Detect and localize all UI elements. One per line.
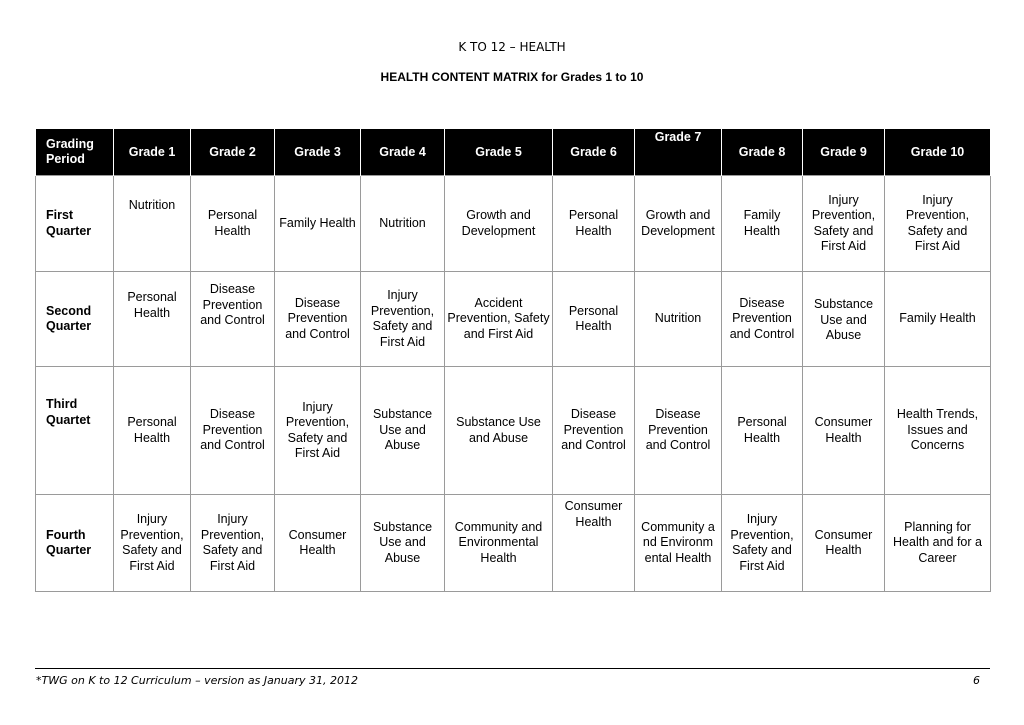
table-cell: Family Health: [885, 272, 991, 367]
table-cell: Consumer Health: [803, 367, 885, 495]
table-cell: Injury Prevention, Safety and First Aid: [885, 176, 991, 272]
table-cell: Disease Prevention and Control: [191, 367, 275, 495]
table-cell: Substance Use and Abuse: [445, 367, 553, 495]
table-cell: Disease Prevention and Control: [635, 367, 722, 495]
table-cell: Injury Prevention, Safety and First Aid: [722, 495, 803, 592]
table-cell: Consumer Health: [275, 495, 361, 592]
table-cell: Family Health: [722, 176, 803, 272]
table-cell: Community and Environmental Health: [635, 495, 722, 592]
table-cell: Community and Environmental Health: [445, 495, 553, 592]
table-cell: Nutrition: [361, 176, 445, 272]
grade-3-header: Grade 3: [275, 129, 361, 176]
matrix-title: HEALTH CONTENT MATRIX for Grades 1 to 10: [380, 70, 644, 84]
table-cell: Substance Use and Abuse: [803, 272, 885, 367]
grade-9-header: Grade 9: [803, 129, 885, 176]
period-cell: Second Quarter: [36, 272, 114, 367]
table-cell: Accident Prevention, Safety and First Aid: [445, 272, 553, 367]
grade-8-header: Grade 8: [722, 129, 803, 176]
table-cell: Personal Health: [553, 272, 635, 367]
grade-5-header: Grade 5: [445, 129, 553, 176]
table-cell: Disease Prevention and Control: [553, 367, 635, 495]
grade-2-header: Grade 2: [191, 129, 275, 176]
table-row: [36, 176, 991, 272]
period-cell: First Quarter: [36, 176, 114, 272]
table-cell: Injury Prevention, Safety and First Aid: [803, 176, 885, 272]
grade-10-header: Grade 10: [885, 129, 991, 176]
health-content-matrix: [35, 129, 991, 592]
table-cell: Personal Health: [722, 367, 803, 495]
table-cell: Personal Health: [553, 176, 635, 272]
document-title: K TO 12 – HEALTH: [458, 40, 566, 54]
footer-divider: [35, 668, 990, 669]
table-cell: Planning for Health and for a Career: [885, 495, 991, 592]
table-cell: Personal Health: [191, 176, 275, 272]
table-cell: Growth and Development: [635, 176, 722, 272]
table-cell: Health Trends, Issues and Concerns: [885, 367, 991, 495]
footer-note: *TWG on K to 12 Curriculum – version as January 31, 2012: [36, 674, 359, 687]
page-number: 6: [973, 674, 980, 687]
table-cell: Family Health: [275, 176, 361, 272]
grade-7-header: [635, 129, 722, 176]
period-cell: Fourth Quarter: [36, 495, 114, 592]
table-cell: Nutrition: [635, 272, 722, 367]
table-cell: Growth and Development: [445, 176, 553, 272]
table-cell: Injury Prevention, Safety and First Aid: [191, 495, 275, 592]
grade-4-header: Grade 4: [361, 129, 445, 176]
grade-7-label: Grade 7: [654, 129, 702, 144]
table-cell: Nutrition: [114, 176, 191, 272]
table-cell: Injury Prevention, Safety and First Aid: [114, 495, 191, 592]
table-cell: Injury Prevention, Safety and First Aid: [361, 272, 445, 367]
grading-period-header: Grading Period: [36, 129, 114, 176]
table-cell: Consumer Health: [553, 495, 635, 592]
table-row: [36, 272, 991, 367]
table-cell: Injury Prevention, Safety and First Aid: [275, 367, 361, 495]
table-cell: Disease Prevention and Control: [275, 272, 361, 367]
table-cell: Personal Health: [114, 367, 191, 495]
table-cell: Disease Prevention and Control: [722, 272, 803, 367]
header-row: [36, 129, 991, 176]
grade-1-header: Grade 1: [114, 129, 191, 176]
table-cell: Disease Prevention and Control: [191, 272, 275, 367]
table-row: [36, 367, 991, 495]
period-cell: Third Quartet: [36, 367, 114, 495]
table-cell: Personal Health: [114, 272, 191, 367]
table-cell: Substance Use and Abuse: [361, 367, 445, 495]
table-row: [36, 495, 991, 592]
table-cell: Consumer Health: [803, 495, 885, 592]
table-cell: Substance Use and Abuse: [361, 495, 445, 592]
grade-6-header: Grade 6: [553, 129, 635, 176]
